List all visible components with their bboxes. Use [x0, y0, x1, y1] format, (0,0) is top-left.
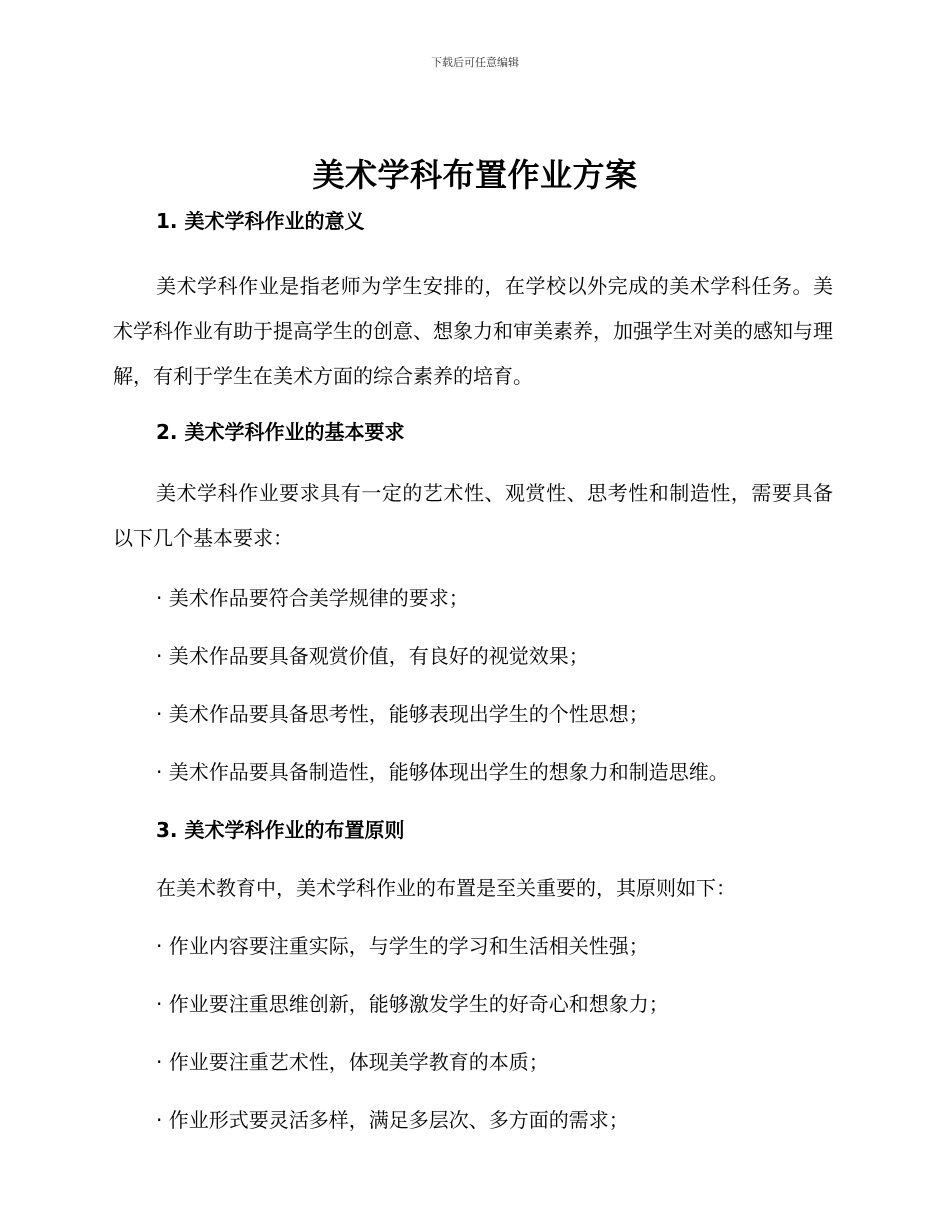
section-3-list-item: · 作业形式要灵活多样，满足多层次、多方面的需求；: [156, 1108, 629, 1132]
section-3-list-item: · 作业要注重艺术性，体现美学教育的本质；: [156, 1050, 549, 1074]
section-2-list-item: · 美术作品要符合美学规律的要求；: [156, 586, 469, 610]
document-title: 美术学科布置作业方案: [312, 156, 638, 194]
section-3-paragraph: 在美术教育中，美术学科作业的布置是至关重要的，其原则如下：: [156, 876, 736, 900]
header-note: 下载后可任意编辑: [431, 56, 519, 69]
section-2-list-item: · 美术作品要具备观赏价值，有良好的视觉效果；: [156, 644, 589, 668]
section-2-list-item: · 美术作品要具备思考性，能够表现出学生的个性思想；: [156, 702, 649, 726]
section-heading-3: 3. 美术学科作业的布置原则: [156, 818, 405, 842]
section-2-paragraph: 美术学科作业要求具有一定的艺术性、观赏性、思考性和制造性，需要具备以下几个基本要求：: [113, 481, 833, 550]
section-1-paragraph: 美术学科作业是指老师为学生安排的，在学校以外完成的美术学科任务。美术学科作业有助于提高学生的创意、想象力和审美素养，加强学生对美的感知与理解，有利于学生在美术方面的综合素养的培育。: [113, 274, 833, 388]
section-2-list-item: · 美术作品要具备制造性，能够体现出学生的想象力和制造思维。: [156, 760, 729, 784]
section-heading-2: 2. 美术学科作业的基本要求: [156, 420, 405, 444]
section-3-list-item: · 作业内容要注重实际，与学生的学习和生活相关性强；: [156, 934, 649, 958]
section-3-list-item: · 作业要注重思维创新，能够激发学生的好奇心和想象力；: [156, 992, 669, 1016]
section-heading-1: 1. 美术学科作业的意义: [156, 209, 365, 233]
document-body: [113, 204, 833, 1137]
